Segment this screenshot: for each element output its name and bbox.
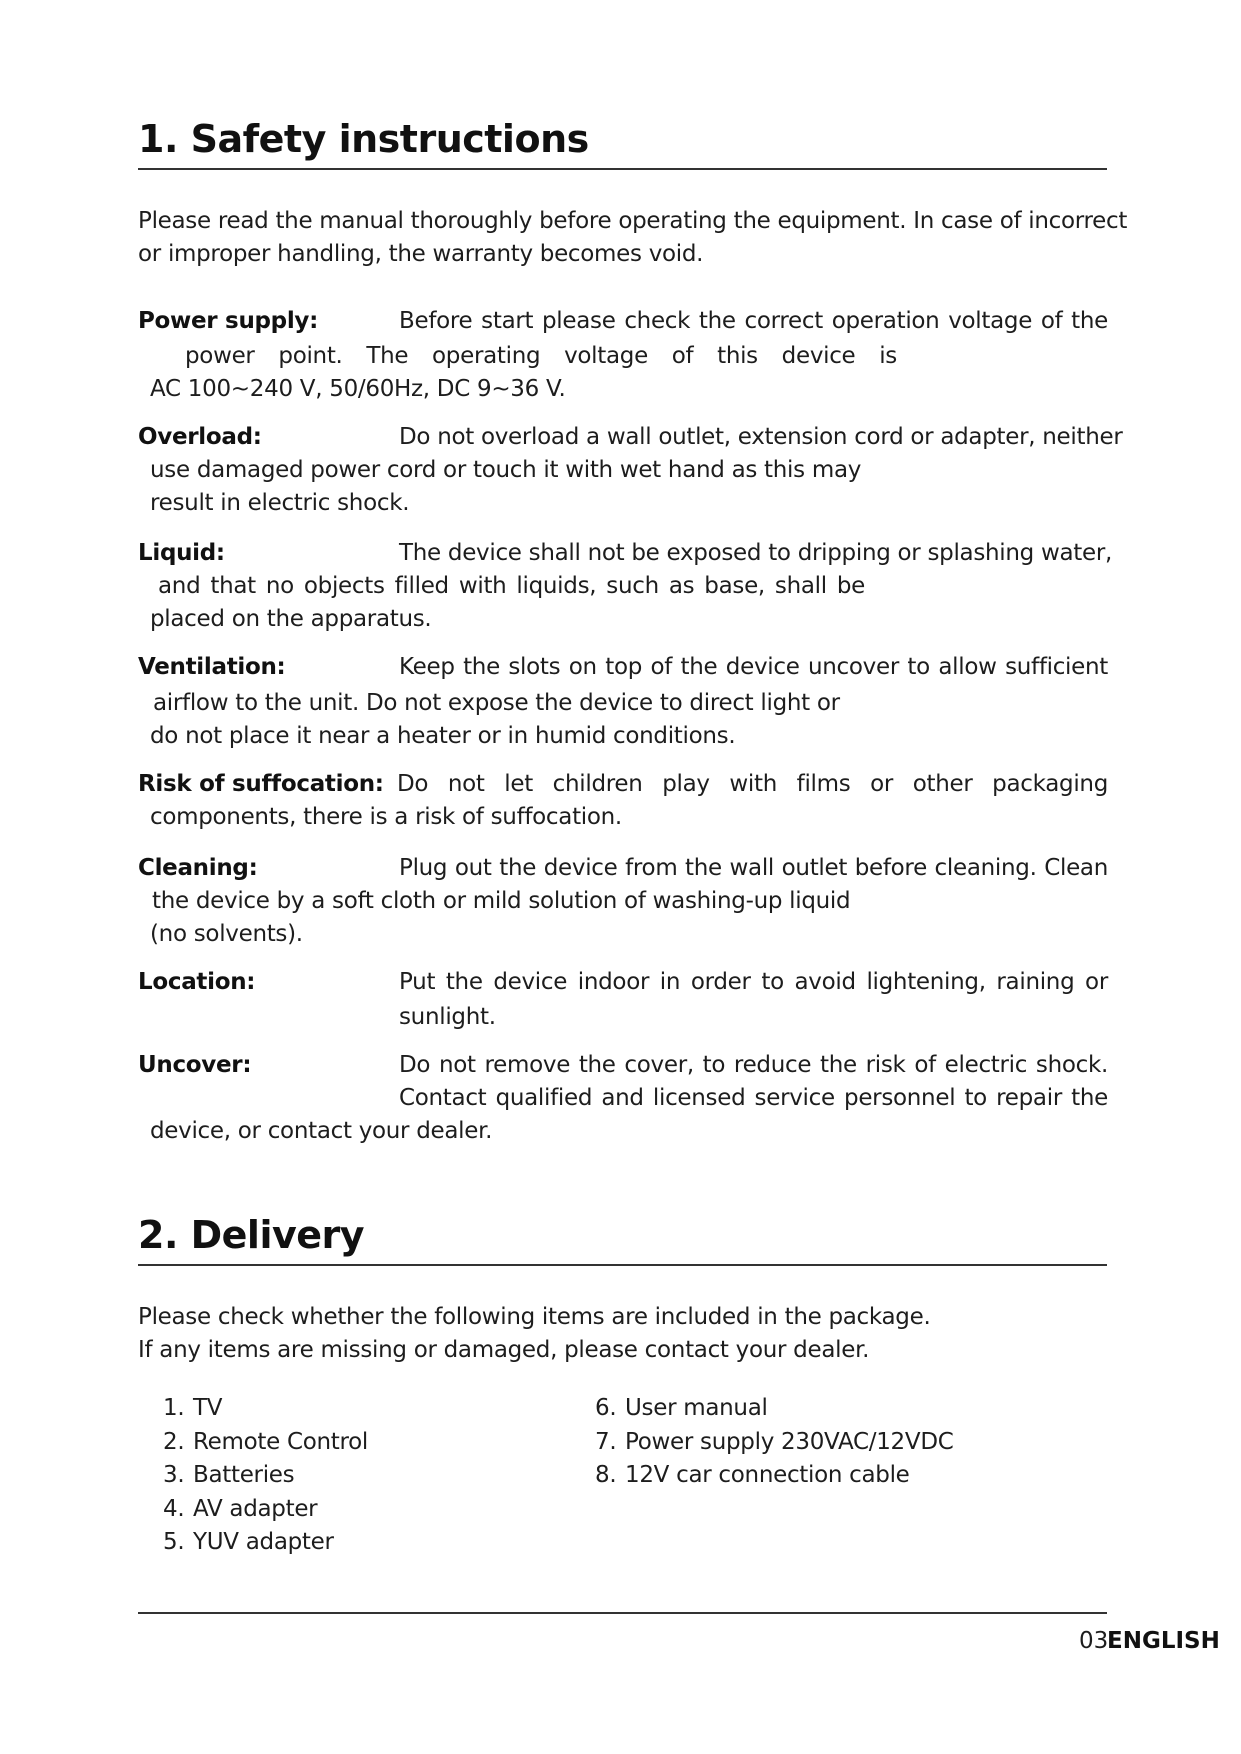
delivery-item (595, 1426, 954, 1460)
label-cleaning: Cleaning: (138, 855, 258, 881)
uncover-text: device, or contact your dealer. (150, 1118, 493, 1144)
delivery-intro-line: Please check whether the following items are included in the package. (138, 1304, 931, 1330)
cleaning-text: Plug out the device from the wall outlet before cleaning. Clean (399, 855, 1108, 881)
delivery-item-number: 8. (595, 1462, 617, 1488)
delivery-item-text: User manual (625, 1395, 768, 1421)
label-risk-of-suffocation: Risk of suffocation: (138, 771, 384, 797)
language-label: ENGLISH (1107, 1628, 1220, 1654)
delivery-list-right (595, 1392, 954, 1493)
delivery-item-text: TV (193, 1395, 223, 1421)
section-rule (138, 168, 1107, 170)
delivery-item-text: YUV adapter (193, 1529, 334, 1555)
liquid-text: The device shall not be exposed to dripping or splashing water, (399, 540, 1113, 566)
section-title-safety: 1. Safety instructions (138, 117, 589, 161)
intro-line: or improper handling, the warranty becomes void. (138, 241, 704, 267)
intro-line: Please read the manual thoroughly before operating the equipment. In case of incorrect (138, 208, 1128, 234)
power-supply-text: power point. The operating voltage of this device is (185, 343, 897, 369)
delivery-item-number: 3. (163, 1462, 185, 1488)
ventilation-text: Keep the slots on top of the device uncover to allow sufficient (399, 654, 1108, 680)
label-power-supply: Power supply: (138, 308, 319, 334)
suffocation-text: Do not let children play with films or other packaging (397, 771, 1108, 797)
overload-text: result in electric shock. (150, 490, 410, 516)
delivery-item-text: AV adapter (193, 1495, 318, 1522)
delivery-item (163, 1526, 368, 1560)
delivery-item-text: Power supply 230VAC/12VDC (625, 1428, 954, 1455)
label-overload: Overload: (138, 424, 262, 450)
uncover-text: Contact qualified and licensed service personnel to repair the (399, 1085, 1108, 1111)
section-rule (138, 1264, 1107, 1266)
delivery-item-text: Batteries (193, 1462, 295, 1488)
cleaning-text: the device by a soft cloth or mild solution of washing-up liquid (152, 888, 851, 914)
location-text: sunlight. (399, 1004, 496, 1030)
suffocation-text: components, there is a risk of suffocation. (150, 804, 622, 830)
delivery-item-number: 1. (163, 1395, 185, 1421)
delivery-item (163, 1459, 368, 1493)
cleaning-text: (no solvents). (150, 921, 303, 947)
delivery-item (595, 1459, 954, 1493)
label-uncover: Uncover: (138, 1052, 252, 1078)
section-title-delivery: 2. Delivery (138, 1213, 365, 1257)
label-location: Location: (138, 969, 256, 995)
power-supply-text: Before start please check the correct operation voltage of the (399, 308, 1108, 334)
location-text: Put the device indoor in order to avoid lightening, raining or (399, 969, 1108, 995)
label-ventilation: Ventilation: (138, 654, 286, 680)
delivery-item (595, 1392, 954, 1426)
delivery-item (163, 1426, 368, 1460)
delivery-item (163, 1493, 368, 1527)
liquid-text: and that no objects filled with liquids, such as base, shall be (158, 573, 865, 599)
delivery-item-number: 5. (163, 1529, 185, 1555)
delivery-item (163, 1392, 368, 1426)
label-liquid: Liquid: (138, 540, 225, 566)
uncover-text: Do not remove the cover, to reduce the risk of electric shock. (399, 1052, 1108, 1078)
liquid-text: placed on the apparatus. (150, 606, 432, 632)
ventilation-text: airflow to the unit. Do not expose the device to direct light or (153, 690, 840, 716)
delivery-item-number: 6. (595, 1395, 617, 1421)
page-number: 03 (1079, 1628, 1109, 1654)
delivery-item-number: 4. (163, 1495, 185, 1522)
delivery-item-number: 2. (163, 1428, 185, 1455)
delivery-item-text: Remote Control (193, 1428, 368, 1455)
delivery-item-number: 7. (595, 1428, 617, 1455)
delivery-list-left (163, 1392, 368, 1560)
delivery-intro-line: If any items are missing or damaged, please contact your dealer. (138, 1337, 870, 1363)
delivery-item-text: 12V car connection cable (625, 1462, 910, 1488)
overload-text: Do not overload a wall outlet, extension cord or adapter, neither (399, 424, 1123, 450)
overload-text: use damaged power cord or touch it with wet hand as this may (150, 457, 862, 483)
power-supply-text: AC 100~240 V, 50/60Hz, DC 9~36 V. (150, 376, 566, 402)
ventilation-text: do not place it near a heater or in humid conditions. (150, 723, 736, 749)
footer-rule (138, 1612, 1107, 1614)
